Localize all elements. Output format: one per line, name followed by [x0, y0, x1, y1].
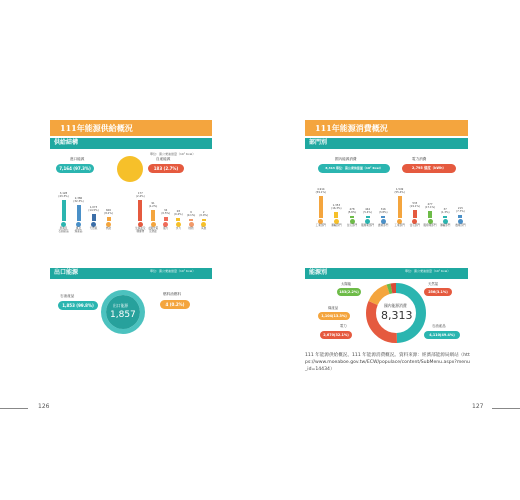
bar	[107, 217, 111, 221]
source-center-value: 8,313	[381, 309, 413, 322]
right-title: 111年能源消費概況	[315, 123, 388, 133]
import-pill: 7,164 (97.3%)	[56, 164, 94, 173]
domestic-consumption-pill: 8,313 單位：萬公秉油當量（10⁷ Kcal）	[318, 164, 390, 173]
coal-pill: 1,104(13.3%)	[318, 312, 350, 320]
bar-value-label: 444 (5.4%)	[363, 208, 372, 214]
source-header: 能源別	[309, 269, 328, 276]
bar-category-label: 住宅部門	[346, 224, 358, 227]
bar-value-label: 1,353 (16.3%)	[331, 203, 342, 210]
bar-value-label: 316 (3.8%)	[378, 208, 388, 214]
bar	[398, 196, 402, 218]
coal-label: 煤產品	[328, 306, 339, 310]
bar-value-label: 1,073 (14.5%)	[88, 205, 99, 212]
bar-category-label: 住宅部門	[409, 224, 420, 227]
left-title: 111年能源供給概況	[60, 123, 133, 133]
solar-label: 太陽能	[341, 282, 352, 286]
bar-category-label: 服務業部門	[361, 224, 375, 227]
oil-label: 石油產品	[432, 324, 446, 328]
bar-category-label: 太陽光電 及熱能	[147, 227, 159, 233]
gas-label: 天然氣	[428, 282, 439, 286]
left-page-number: 126	[38, 403, 50, 410]
bar-value-label: 28 (0.4%)	[174, 209, 183, 216]
petroleum-label: 石油產品	[60, 294, 75, 298]
right-footer-rule	[492, 408, 520, 409]
bar	[138, 200, 142, 221]
bar-value-label: 4,914 (59.1%)	[315, 188, 326, 194]
bar	[164, 217, 168, 221]
bar	[202, 219, 206, 221]
sector-header: 部門別	[309, 139, 328, 146]
source-unit: 單位：萬公秉油當量（10⁷ Kcal）	[405, 269, 451, 273]
left-title-banner	[50, 120, 212, 136]
source-caption: 111 年能源供給概況、111 年能源消費概況。資料來源：經濟部能源局網站（https://www.moeaboe.gov.tw/ECW/populace/content/SubMenu.aspx?menu_id=14434）	[305, 353, 470, 373]
solar-pill: 183(2.2%)	[337, 288, 361, 296]
bar	[350, 216, 354, 218]
domestic-bar-chart	[134, 188, 210, 233]
right-page-number: 127	[472, 403, 484, 410]
bar	[428, 211, 432, 218]
export-header: 出口能源	[54, 269, 79, 276]
bar-value-label: 533 (19.1%)	[409, 202, 420, 209]
bar-value-label: 478 (5.8%)	[347, 207, 357, 214]
bar-value-label: 2 (0.0%)	[199, 211, 208, 217]
bar	[92, 214, 96, 221]
bar-value-label: 215 (7.7%)	[456, 206, 465, 213]
bunker-label: 燃料油燃料	[163, 292, 181, 296]
bar-category-label: 運輸部門	[331, 224, 342, 227]
bar-value-label: 91 (1.2%)	[148, 202, 158, 209]
bar-category-label: 工業部門	[394, 224, 405, 227]
bar-value-label: 177 (2.4%)	[136, 192, 145, 198]
gas-pill: 256(3.1%)	[424, 288, 452, 296]
right-title-banner	[305, 120, 468, 136]
bar-category-label: 核能	[105, 227, 112, 230]
energy-sector-bar-chart	[313, 184, 391, 230]
source-center-label: 國內能源消費	[384, 303, 407, 308]
export-unit: 單位：萬公秉油當量（10⁷ Kcal）	[150, 269, 196, 273]
bar-category-label: 天然氣	[89, 227, 98, 230]
bar	[381, 216, 385, 218]
bar-category-label: 其他	[201, 227, 207, 230]
bar-category-label: 風力	[163, 227, 169, 230]
electric-consumption-label: 電力消費	[412, 157, 427, 161]
bar-value-label: 9 (0.1%)	[186, 211, 196, 217]
bar-value-label: 477 (17.1%)	[424, 203, 436, 210]
electric-consumption-pill: 2,795 億度（kWh）	[402, 164, 456, 173]
bar-value-label: 37 (1.3%)	[440, 208, 450, 214]
bar-category-label: 原油及 石油產品	[58, 227, 69, 233]
export-center-label: 出口能源	[113, 303, 129, 308]
petroleum-pill: 1,853 (99.8%)	[58, 301, 98, 310]
elec-label: 電力	[340, 324, 347, 328]
supply-unit: 單位：萬公秉油當量（10⁷ Kcal）	[150, 152, 196, 156]
bar-category-label: 工業部門	[315, 224, 326, 227]
domestic-label: 自產能源	[156, 157, 171, 161]
bar	[77, 205, 81, 221]
bar-value-label: 606 (8.2%)	[104, 208, 113, 215]
bar	[62, 200, 66, 221]
bar	[176, 218, 180, 221]
bar	[189, 219, 193, 221]
bar-category-label: 煤及 煤產品	[74, 227, 83, 233]
bar-category-label: 服務業部門	[423, 224, 437, 227]
supply-sun-circle	[117, 156, 143, 182]
bar	[151, 210, 155, 221]
domestic-pill: 183 (2.7%)	[148, 164, 184, 173]
sector-header-bar	[305, 138, 468, 149]
bar-value-label: 2,386 (32.3%)	[73, 196, 84, 203]
import-label: 進口能源	[70, 157, 85, 161]
bar-category-label: 農業部門	[455, 224, 466, 227]
bar	[319, 196, 323, 218]
bar-category-label: 運輸部門	[440, 224, 451, 227]
supply-header: 供給結構	[54, 139, 79, 146]
electric-sector-bar-chart	[392, 184, 468, 230]
left-page	[0, 60, 260, 440]
bar-value-label: 1,549 (55.4%)	[394, 188, 405, 194]
bunker-pill: 4 (0.2%)	[160, 300, 190, 309]
elec-pill: 2,670(32.1%)	[320, 331, 352, 339]
import-bar-chart	[56, 188, 116, 233]
bar-value-label: 34 (0.5%)	[161, 208, 170, 215]
bar	[334, 212, 338, 218]
bar	[366, 216, 370, 218]
bar	[458, 215, 462, 218]
left-footer-rule	[0, 408, 28, 409]
domestic-consumption-label: 國內能源消費	[335, 157, 357, 161]
export-center-value: 1,857	[110, 310, 136, 320]
bar	[413, 210, 417, 218]
bar-category-label: 農業部門	[378, 224, 389, 227]
bar-category-label: 水力	[175, 227, 181, 230]
bar-value-label: 3,128 (43.3%)	[58, 192, 69, 198]
bar	[443, 216, 447, 218]
bar-category-label: 生質能及 廢棄物	[135, 227, 146, 233]
bar-category-label: 地熱	[188, 227, 194, 230]
supply-header-bar	[50, 138, 212, 149]
oil-pill: 4,110(49.4%)	[424, 331, 460, 339]
